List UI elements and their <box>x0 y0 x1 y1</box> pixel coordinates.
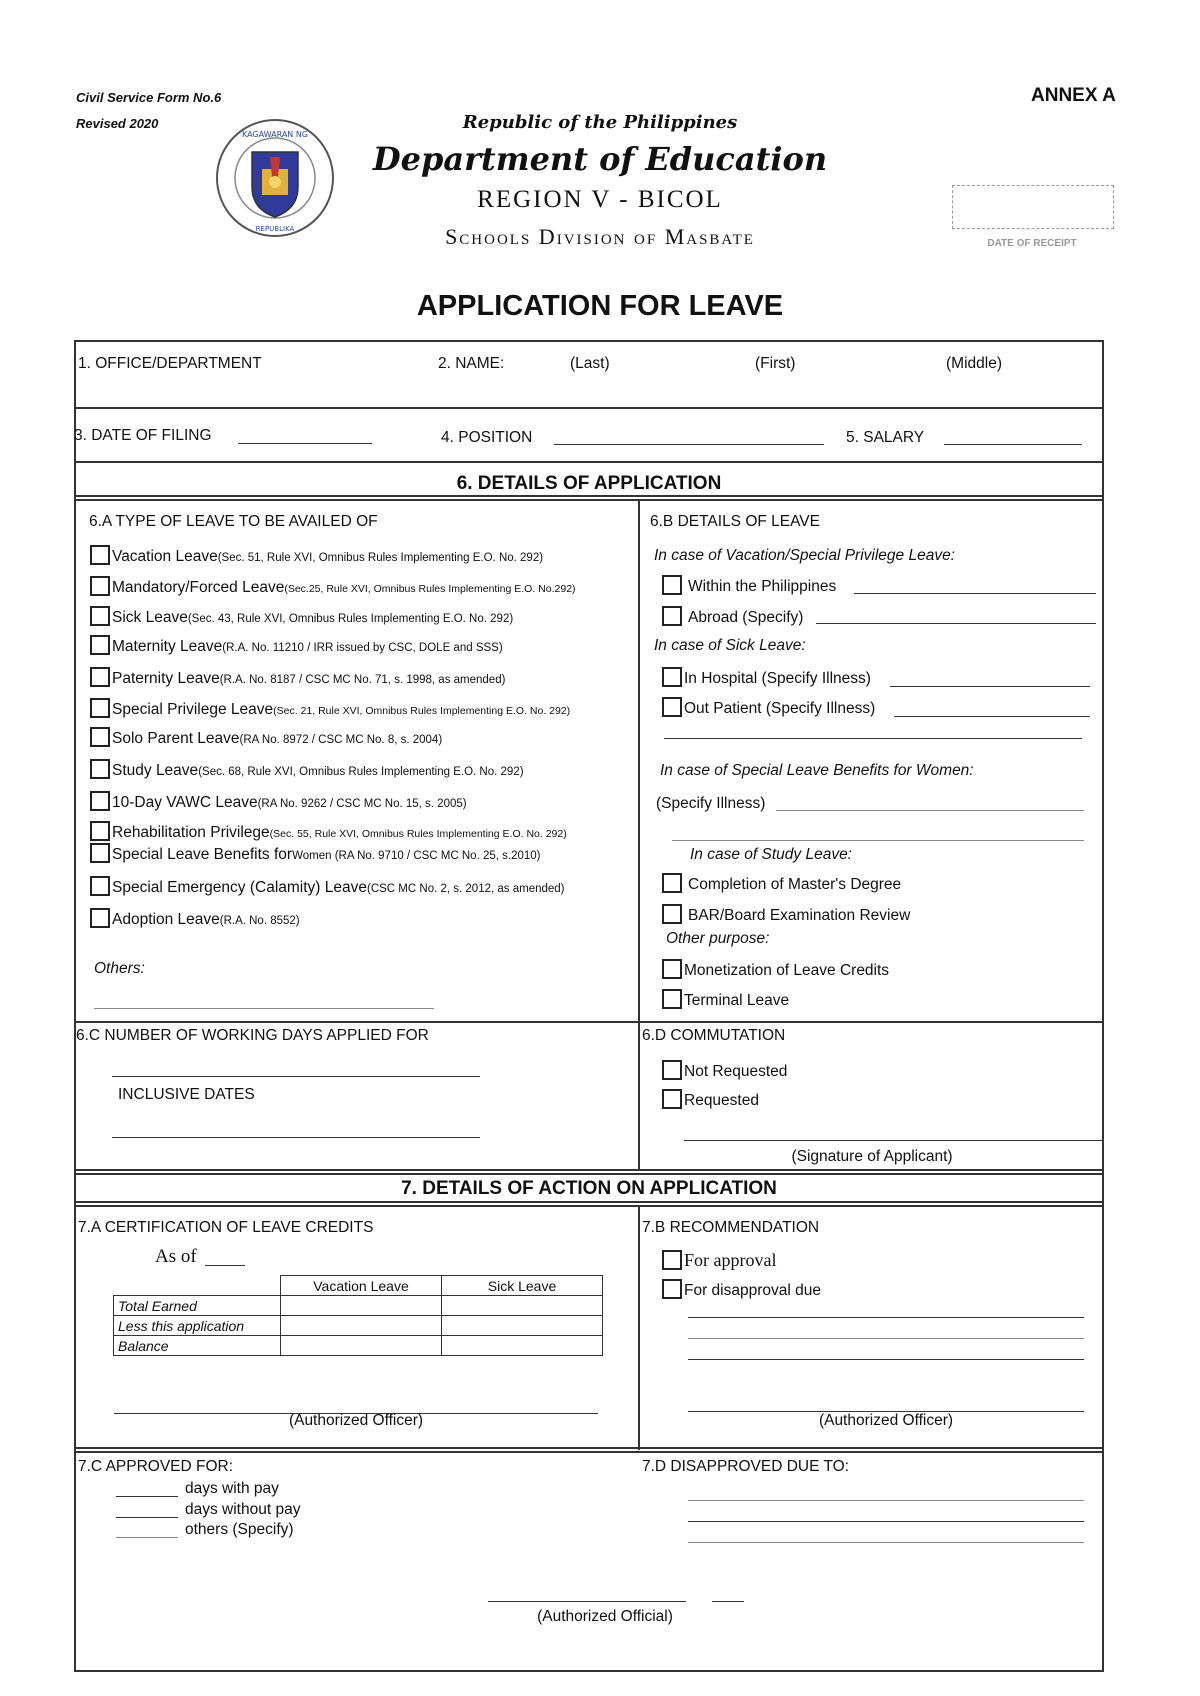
official-signature-line[interactable] <box>488 1601 686 1602</box>
inclusive-dates-field[interactable] <box>112 1137 480 1138</box>
checkbox[interactable] <box>90 759 110 779</box>
checkbox[interactable] <box>662 667 682 687</box>
requested-option[interactable]: Requested <box>662 1085 759 1110</box>
name-last-label: (Last) <box>570 355 610 372</box>
as-of-label: As of <box>155 1246 197 1267</box>
divider <box>74 495 1104 497</box>
checkbox[interactable] <box>90 876 110 896</box>
name-label: 2. NAME: <box>438 355 505 372</box>
6c-heading: 6.C NUMBER OF WORKING DAYS APPLIED FOR <box>76 1027 429 1044</box>
checkbox[interactable] <box>90 667 110 687</box>
checkbox[interactable] <box>662 606 682 626</box>
checkbox[interactable] <box>662 575 682 595</box>
others-label: Others: <box>94 960 145 977</box>
leave-option-special-privilege[interactable]: Special Privilege Leave (Sec. 21, Rule XVI, Omnibus Rules Implementing E.O. No. 292) <box>90 694 638 723</box>
days-without-pay-field[interactable] <box>116 1517 178 1518</box>
leave-option-calamity[interactable]: Special Emergency (Calamity) Leave (CSC MC No. 2, s. 2012, as amended) <box>90 872 638 904</box>
in-hospital-field[interactable] <box>890 686 1090 687</box>
table-cell[interactable] <box>442 1336 603 1356</box>
table-cell[interactable] <box>281 1316 442 1336</box>
form-title: APPLICATION FOR LEAVE <box>416 290 784 322</box>
7a-heading: 7.A CERTIFICATION OF LEAVE CREDITS <box>78 1219 374 1236</box>
checkbox[interactable] <box>90 635 110 655</box>
leave-credits-table <box>113 1275 603 1356</box>
divider <box>74 499 1104 501</box>
leave-option-rehabilitation[interactable]: Rehabilitation Privilege (Sec. 55, Rule XVI, Omnibus Rules Implementing E.O. No. 292) <box>90 817 638 839</box>
7b-officer-label: (Authorized Officer) <box>818 1412 954 1429</box>
within-philippines-field[interactable] <box>854 593 1096 594</box>
checkbox[interactable] <box>662 904 682 924</box>
annex-label: ANNEX A <box>1031 85 1116 106</box>
6d-heading: 6.D COMMUTATION <box>642 1027 786 1044</box>
as-of-field[interactable] <box>205 1265 245 1266</box>
table-header-row <box>114 1276 603 1296</box>
days-without-pay-label: days without pay <box>185 1501 301 1518</box>
divider <box>74 1173 1104 1175</box>
checkbox[interactable] <box>90 908 110 928</box>
divider <box>74 1169 1104 1171</box>
leave-option-vawc[interactable]: 10-Day VAWC Leave (RA No. 9262 / CSC MC No. 15, s. 2005) <box>90 787 638 817</box>
applicant-signature-label: (Signature of Applicant) <box>791 1148 953 1165</box>
7c-heading: 7.C APPROVED FOR: <box>78 1458 234 1475</box>
divider <box>74 1447 1104 1449</box>
date-of-receipt-label: DATE OF RECEIPT <box>987 238 1077 249</box>
terminal-leave-option[interactable]: Terminal Leave <box>662 985 789 1010</box>
6a-heading: 6.A TYPE OF LEAVE TO BE AVAILED OF <box>89 513 378 530</box>
divider <box>74 407 1104 409</box>
women-specify-field-2[interactable] <box>672 840 1084 841</box>
divider <box>74 461 1104 463</box>
inclusive-dates-label: INCLUSIVE DATES <box>118 1086 255 1103</box>
leave-option-maternity[interactable]: Maternity Leave (R.A. No. 11210 / IRR issued by CSC, DOLE and SSS) <box>90 631 638 663</box>
women-specify-field[interactable] <box>776 810 1084 811</box>
checkbox[interactable] <box>662 873 682 893</box>
checkbox[interactable] <box>662 1060 682 1080</box>
disapproved-reason-line-2[interactable] <box>688 1521 1084 1522</box>
division-heading: Schools Division of Masbate <box>445 224 755 249</box>
others-specify-label: others (Specify) <box>185 1521 294 1538</box>
region-heading: REGION V - BICOL <box>477 186 723 213</box>
name-middle-label: (Middle) <box>946 355 1002 372</box>
table-row <box>114 1336 603 1356</box>
7d-heading: 7.D DISAPPROVED DUE TO: <box>642 1458 850 1475</box>
days-with-pay-label: days with pay <box>185 1480 279 1497</box>
column-header-sick: Sick Leave <box>442 1276 603 1296</box>
leave-option-adoption[interactable]: Adoption Leave (R.A. No. 8552) <box>90 904 638 934</box>
department-heading: Department of Education <box>372 140 828 178</box>
checkbox[interactable] <box>90 606 110 626</box>
leave-type-list <box>90 541 638 934</box>
salary-label: 5. SALARY <box>846 429 925 446</box>
checkbox[interactable] <box>90 727 110 747</box>
table-cell[interactable] <box>281 1296 442 1316</box>
leave-option-solo-parent[interactable]: Solo Parent Leave (RA No. 8972 / CSC MC No. 8, s. 2004) <box>90 723 638 755</box>
monetization-option[interactable]: Monetization of Leave Credits <box>662 955 889 980</box>
in-hospital-option[interactable]: In Hospital (Specify Illness) <box>662 663 871 688</box>
leave-option-sick[interactable]: Sick Leave (Sec. 43, Rule XVI, Omnibus Rules Implementing E.O. No. 292) <box>90 602 638 631</box>
7b-heading: 7.B RECOMMENDATION <box>642 1219 820 1236</box>
position-label: 4. POSITION <box>441 429 533 446</box>
checkbox[interactable] <box>90 698 110 718</box>
section-6-heading: 6. DETAILS OF APPLICATION <box>456 473 722 494</box>
row-label-less-application: Less this application <box>114 1316 281 1336</box>
others-specify-field[interactable] <box>116 1537 178 1538</box>
table-corner <box>114 1276 281 1296</box>
leave-option-study[interactable]: Study Leave (Sec. 68, Rule XVI, Omnibus Rules Implementing E.O. No. 292) <box>90 755 638 787</box>
checkbox[interactable] <box>90 821 110 841</box>
out-patient-field[interactable] <box>894 716 1090 717</box>
6b-study-heading: In case of Study Leave: <box>690 846 852 863</box>
divider <box>74 1021 1104 1023</box>
position-field[interactable] <box>554 444 824 445</box>
divider <box>74 1451 1104 1453</box>
checkbox[interactable] <box>90 791 110 811</box>
disapproved-reason-line-3[interactable] <box>688 1542 1084 1543</box>
salary-field[interactable] <box>944 444 1082 445</box>
divider <box>74 1201 1104 1203</box>
column-divider <box>638 1205 640 1450</box>
others-field[interactable] <box>94 1008 434 1009</box>
table-cell[interactable] <box>281 1336 442 1356</box>
leave-option-special-women[interactable]: Special Leave Benefits for Women (RA No. 9710 / CSC MC No. 25, s.2010) <box>90 839 638 872</box>
office-department-label: 1. OFFICE/DEPARTMENT <box>78 355 262 372</box>
column-header-vacation: Vacation Leave <box>281 1276 442 1296</box>
table-cell[interactable] <box>442 1296 603 1316</box>
disapproval-reason-line-3[interactable] <box>688 1359 1084 1360</box>
authorized-official-label: (Authorized Official) <box>537 1608 673 1625</box>
checkbox[interactable] <box>662 989 682 1009</box>
within-philippines-option[interactable]: Within the Philippines <box>662 571 836 596</box>
svg-text:KAGAWARAN NG: KAGAWARAN NG <box>241 130 309 139</box>
disapproval-reason-line-1[interactable] <box>688 1317 1084 1318</box>
out-patient-field-2[interactable] <box>664 738 1082 739</box>
date-of-receipt-box[interactable] <box>952 185 1114 229</box>
abroad-field[interactable] <box>816 623 1096 624</box>
checkbox[interactable] <box>662 697 682 717</box>
6b-sick-heading: In case of Sick Leave: <box>654 637 806 654</box>
date-of-filing-label: 3. DATE OF FILING <box>74 427 212 444</box>
checkbox[interactable] <box>662 1089 682 1109</box>
6b-heading: 6.B DETAILS OF LEAVE <box>650 513 820 530</box>
7a-officer-label: (Authorized Officer) <box>288 1412 424 1429</box>
deped-seal-logo <box>214 117 336 239</box>
leave-option-vacation[interactable]: Vacation Leave (Sec. 51, Rule XVI, Omnibus Rules Implementing E.O. No. 292) <box>90 541 638 572</box>
out-patient-option[interactable]: Out Patient (Specify Illness) <box>662 693 875 718</box>
leave-option-paternity[interactable]: Paternity Leave (R.A. No. 8187 / CSC MC No. 71, s. 1998, as amended) <box>90 663 638 694</box>
women-specify-label: (Specify Illness) <box>656 795 766 812</box>
abroad-option[interactable]: Abroad (Specify) <box>662 602 803 627</box>
table-row <box>114 1316 603 1336</box>
date-of-filing-field[interactable] <box>238 443 372 444</box>
checkbox[interactable] <box>662 959 682 979</box>
leave-option-mandatory[interactable]: Mandatory/Forced Leave (Sec.25, Rule XVI, Omnibus Rules Implementing E.O. No.292) <box>90 572 638 602</box>
working-days-field[interactable] <box>112 1076 480 1077</box>
6b-women-heading: In case of Special Leave Benefits for Women: <box>660 762 974 779</box>
republic-heading: Republic of the Philippines <box>462 112 738 133</box>
checkbox[interactable] <box>90 576 110 596</box>
checkbox[interactable] <box>662 1250 682 1270</box>
6b-other-heading: Other purpose: <box>666 930 770 947</box>
row-label-total-earned: Total Earned <box>114 1296 281 1316</box>
checkbox[interactable] <box>90 843 110 863</box>
for-approval-option[interactable]: For approval <box>662 1246 776 1271</box>
section-7-heading: 7. DETAILS OF ACTION ON APPLICATION <box>401 1178 777 1199</box>
column-divider <box>638 499 640 1169</box>
not-requested-option[interactable]: Not Requested <box>662 1056 787 1081</box>
checkbox[interactable] <box>662 1279 682 1299</box>
checkbox[interactable] <box>90 545 110 565</box>
row-label-balance: Balance <box>114 1336 281 1356</box>
for-disapproval-option[interactable]: For disapproval due <box>662 1275 821 1300</box>
official-signature-line-end <box>712 1601 744 1602</box>
6b-vacation-heading: In case of Vacation/Special Privilege Leave: <box>654 547 955 564</box>
table-cell[interactable] <box>442 1316 603 1336</box>
disapproval-reason-line-2[interactable] <box>688 1338 1084 1339</box>
applicant-signature-line[interactable] <box>684 1140 1104 1141</box>
bar-review-option[interactable]: BAR/Board Examination Review <box>662 900 910 925</box>
revised-year: Revised 2020 <box>76 116 159 131</box>
masters-degree-option[interactable]: Completion of Master's Degree <box>662 869 901 894</box>
days-with-pay-field[interactable] <box>116 1496 178 1497</box>
disapproved-reason-line-1[interactable] <box>688 1500 1084 1501</box>
form-number: Civil Service Form No.6 <box>76 90 222 105</box>
divider <box>74 1205 1104 1207</box>
svg-text:REPUBLIKA: REPUBLIKA <box>255 225 295 233</box>
table-row <box>114 1296 603 1316</box>
name-first-label: (First) <box>755 355 796 372</box>
